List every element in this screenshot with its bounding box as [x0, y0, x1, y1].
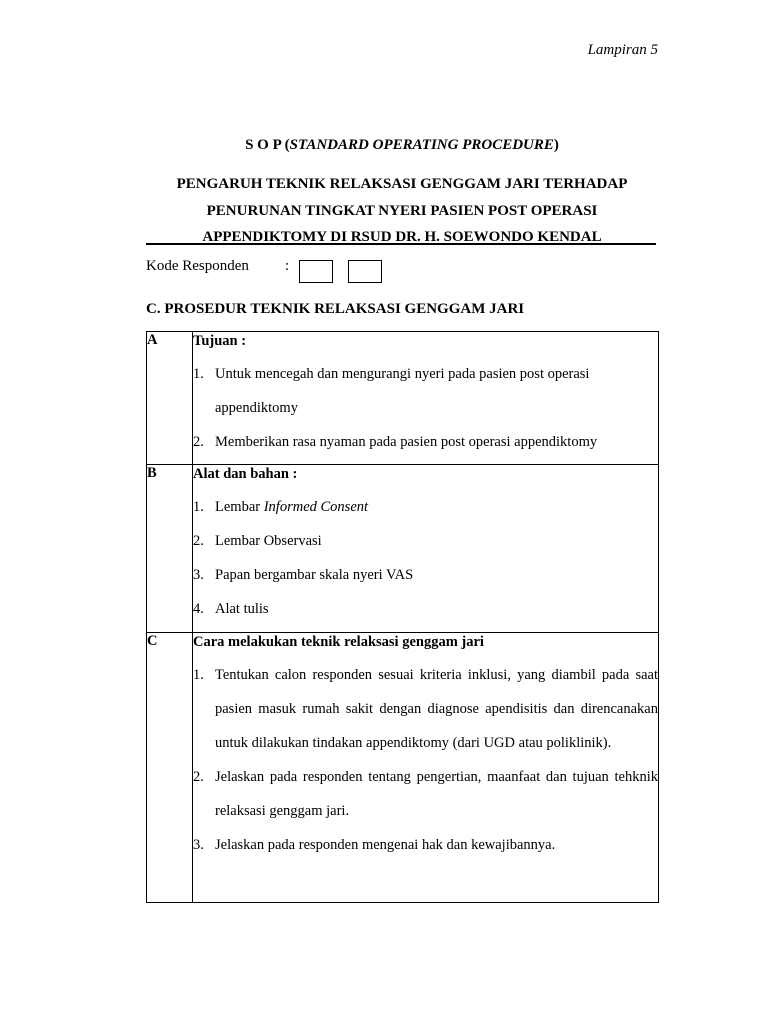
list-item [193, 592, 658, 626]
section-heading: C. PROSEDUR TEKNIK RELAKSASI GENGGAM JARI [146, 301, 525, 317]
list-text: Alat tulis [215, 601, 269, 617]
table-row-b [147, 465, 659, 633]
list-number: 1. [193, 667, 204, 683]
objective-list [193, 357, 658, 459]
sop-title [0, 137, 768, 154]
title-line-3: APPENDIKTOMY DI RSUD DR. H. SOEWONDO KENDAL [202, 229, 602, 245]
list-text: Jelaskan pada responden tentang pengertian, maanfaat dan tujuan tehknik relaksasi genggam jari. [215, 769, 658, 819]
document-title [146, 171, 658, 251]
procedure-table [146, 331, 659, 903]
list-number: 3. [193, 567, 204, 583]
kode-responden-box-2[interactable] [348, 260, 382, 283]
kode-responden-box-1[interactable] [299, 260, 333, 283]
list-item [193, 357, 658, 425]
list-text: Jelaskan pada responden mengenai hak dan kewajibannya. [215, 837, 556, 853]
row-letter: C [147, 633, 193, 903]
title-line-1: PENGARUH TEKNIK RELAKSASI GENGGAM JARI TERHADAP [176, 176, 628, 192]
list-text: Tentukan calon responden sesuai kriteria inklusi, yang diambil pada saat pasien masuk rumah sakit dengan diagnose apendisitis dan direncanakan untuk dilakukan tindakan appendiktomy (dari UGD atau poliklinik). [215, 667, 658, 751]
sop-title-suffix: ) [553, 137, 559, 153]
kode-responden-label: Kode Responden [146, 258, 249, 274]
row-content [193, 633, 659, 903]
list-text: Lembar Observasi [215, 533, 322, 549]
list-item [193, 760, 658, 828]
list-item [193, 524, 658, 558]
sop-title-prefix: S O P ( [245, 137, 290, 153]
title-divider [146, 243, 656, 245]
table-row-a [147, 332, 659, 465]
row-content [193, 332, 659, 465]
materials-list [193, 490, 658, 626]
list-text: Memberikan rasa nyaman pada pasien post operasi appendiktomy [215, 434, 598, 450]
list-number: 1. [193, 499, 204, 515]
appendix-label: Lampiran 5 [587, 42, 658, 58]
row-heading: Alat dan bahan : [193, 466, 298, 482]
list-text-prefix: Lembar [215, 499, 264, 515]
procedure-steps-list [193, 658, 658, 862]
row-letter: B [147, 465, 193, 633]
title-line-2: PENURUNAN TINGKAT NYERI PASIEN POST OPERASI [206, 202, 598, 219]
list-item [193, 490, 658, 524]
table-row-c [147, 633, 659, 903]
list-item [193, 425, 658, 459]
list-item [193, 558, 658, 592]
list-text-italic: Informed Consent [263, 499, 369, 515]
list-item [193, 828, 658, 862]
list-number: 1. [193, 366, 204, 382]
sop-title-italic: STANDARD OPERATING PROCEDURE [289, 137, 554, 153]
list-number: 2. [193, 533, 204, 549]
kode-responden-colon: : [285, 258, 290, 274]
row-letter: A [147, 332, 193, 465]
list-text [215, 490, 658, 524]
list-number: 4. [193, 601, 204, 617]
list-item [193, 658, 658, 760]
list-number: 2. [193, 434, 204, 450]
list-number: 2. [193, 769, 204, 785]
row-heading: Cara melakukan teknik relaksasi genggam jari [193, 634, 484, 650]
list-text: Untuk mencegah dan mengurangi nyeri pada pasien post operasi appendiktomy [215, 366, 590, 416]
list-number: 3. [193, 837, 204, 853]
row-content [193, 465, 659, 633]
list-text: Papan bergambar skala nyeri VAS [215, 567, 414, 583]
row-heading: Tujuan : [193, 333, 247, 349]
